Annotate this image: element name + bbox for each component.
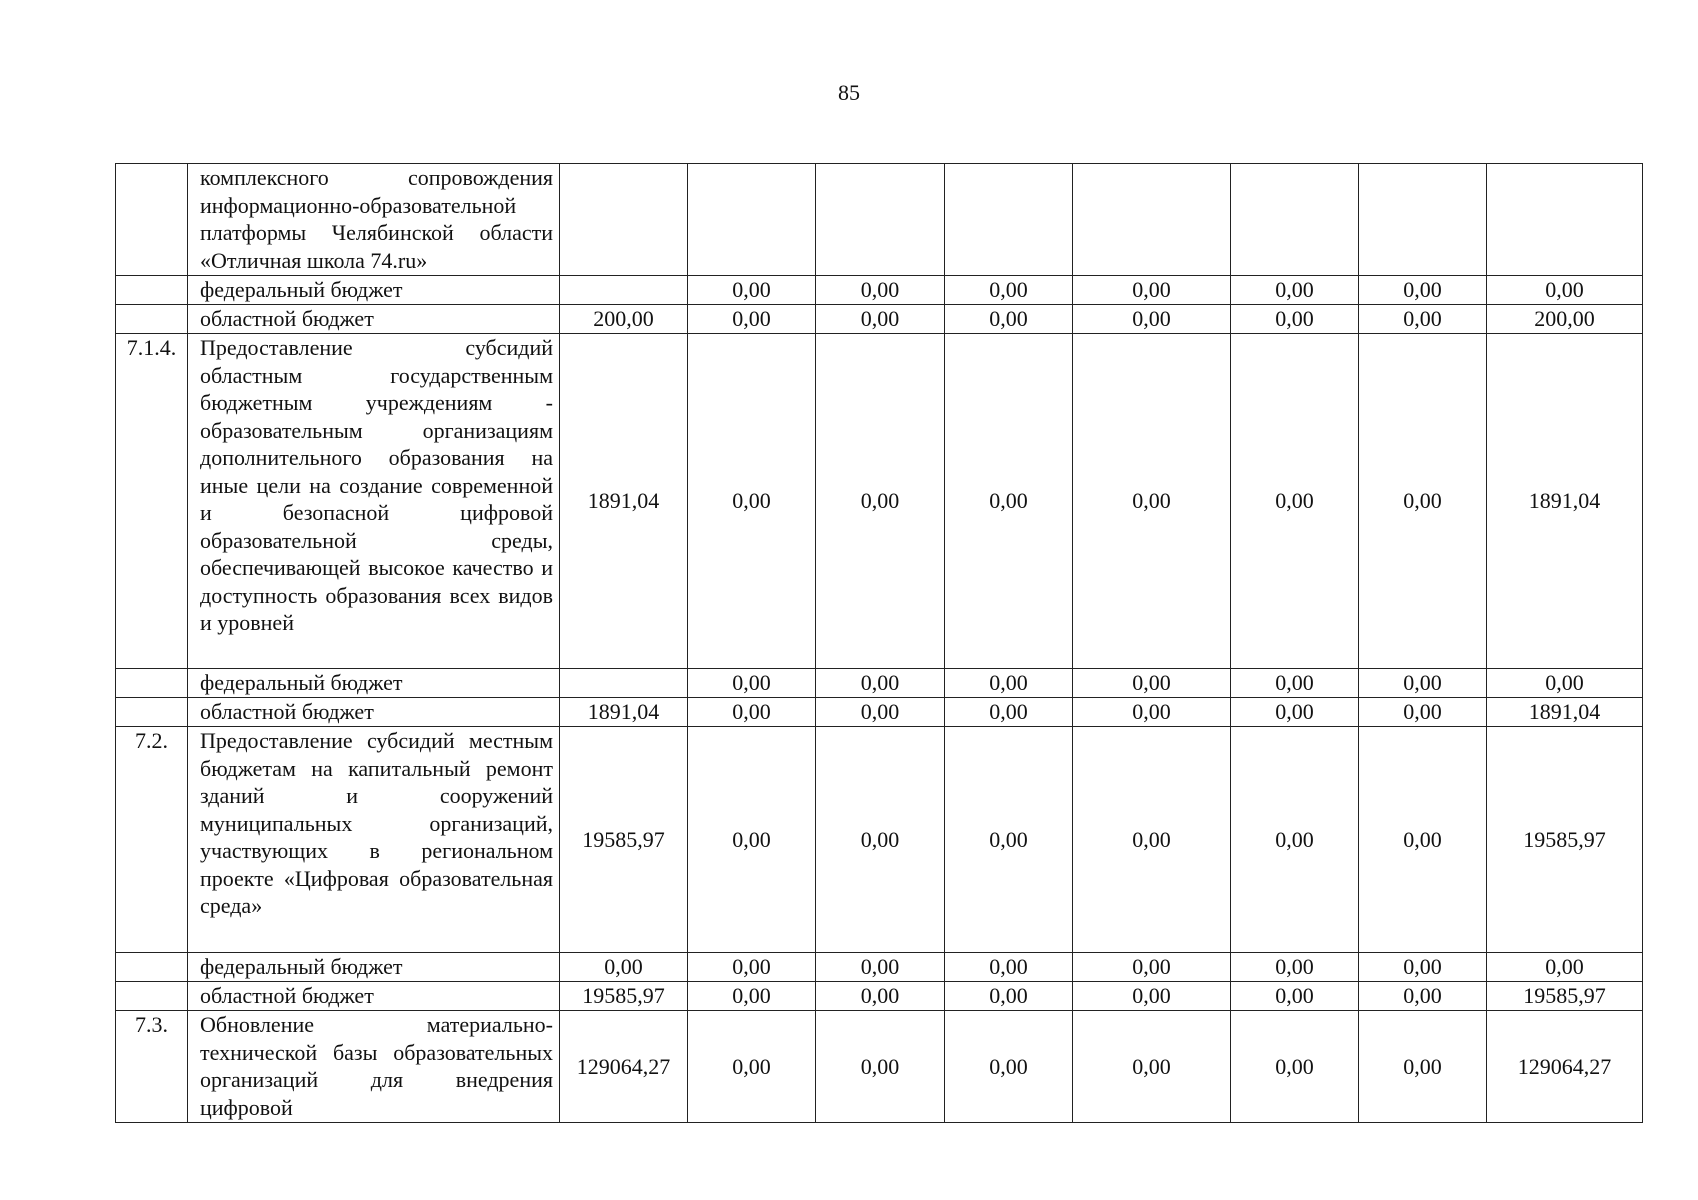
value-cell: 0,00 [816, 698, 945, 727]
value-cell: 0,00 [1231, 1011, 1359, 1123]
value-cell: 0,00 [1073, 982, 1231, 1011]
value-cell: 0,00 [1359, 1011, 1487, 1123]
item-description: Обновление материально-технической базы образовательных организаций для внедрения цифровой [188, 1011, 560, 1123]
value-cell [560, 276, 688, 305]
value-cell: 0,00 [1231, 982, 1359, 1011]
budget-subrow [116, 669, 1643, 698]
budget-source-label: областной бюджет [188, 698, 560, 727]
table-row [116, 334, 1643, 669]
item-number [116, 953, 188, 982]
value-cell: 19585,97 [560, 727, 688, 953]
value-cell: 0,00 [945, 334, 1073, 669]
budget-source-label: федеральный бюджет [188, 953, 560, 982]
value-cell: 0,00 [1359, 982, 1487, 1011]
value-cell: 0,00 [816, 953, 945, 982]
item-description: Предоставление субсидий областным государственным бюджетным учреждениям - образовательным организациям дополнительного образования на иные цели на создание современной и безопасной цифровой образовательной среды, обеспечивающей высокое качество и доступность образования всех видов и уровней [188, 334, 560, 669]
value-cell: 0,00 [1231, 334, 1359, 669]
total-value-cell: 1891,04 [1487, 698, 1643, 727]
value-cell: 0,00 [688, 698, 816, 727]
value-cell: 1891,04 [560, 334, 688, 669]
budget-subrow [116, 698, 1643, 727]
value-cell: 0,00 [688, 305, 816, 334]
value-cell: 0,00 [1359, 305, 1487, 334]
budget-subrow [116, 953, 1643, 982]
value-cell: 0,00 [945, 669, 1073, 698]
budget-source-label: федеральный бюджет [188, 276, 560, 305]
value-cell [1231, 164, 1359, 276]
value-cell: 0,00 [945, 305, 1073, 334]
value-cell: 0,00 [1231, 727, 1359, 953]
total-value-cell: 19585,97 [1487, 982, 1643, 1011]
value-cell: 0,00 [816, 727, 945, 953]
value-cell: 0,00 [945, 727, 1073, 953]
total-value-cell: 19585,97 [1487, 727, 1643, 953]
value-cell: 0,00 [1359, 698, 1487, 727]
value-cell: 200,00 [560, 305, 688, 334]
value-cell: 0,00 [688, 1011, 816, 1123]
value-cell: 0,00 [1231, 276, 1359, 305]
value-cell: 0,00 [688, 276, 816, 305]
value-cell: 0,00 [1359, 727, 1487, 953]
value-cell [945, 164, 1073, 276]
value-cell: 0,00 [1073, 698, 1231, 727]
value-cell: 0,00 [688, 334, 816, 669]
value-cell: 19585,97 [560, 982, 688, 1011]
value-cell: 0,00 [945, 1011, 1073, 1123]
table-body [116, 164, 1643, 1123]
budget-source-label: федеральный бюджет [188, 669, 560, 698]
item-number [116, 305, 188, 334]
value-cell: 0,00 [1231, 669, 1359, 698]
value-cell [560, 164, 688, 276]
value-cell: 0,00 [816, 1011, 945, 1123]
table-row [116, 1011, 1643, 1123]
budget-subrow [116, 305, 1643, 334]
value-cell: 0,00 [945, 953, 1073, 982]
total-value-cell: 0,00 [1487, 669, 1643, 698]
value-cell: 0,00 [688, 982, 816, 1011]
value-cell [816, 164, 945, 276]
budget-subrow [116, 276, 1643, 305]
value-cell: 0,00 [1073, 276, 1231, 305]
value-cell: 1891,04 [560, 698, 688, 727]
value-cell: 0,00 [945, 982, 1073, 1011]
value-cell: 0,00 [560, 953, 688, 982]
value-cell: 0,00 [688, 953, 816, 982]
budget-source-label: областной бюджет [188, 305, 560, 334]
total-value-cell: 0,00 [1487, 953, 1643, 982]
value-cell [1359, 164, 1487, 276]
table-row [116, 164, 1643, 276]
value-cell: 0,00 [816, 982, 945, 1011]
item-number [116, 698, 188, 727]
item-number: 7.1.4. [116, 334, 188, 669]
item-number [116, 669, 188, 698]
budget-table [115, 163, 1643, 1123]
value-cell: 0,00 [816, 276, 945, 305]
value-cell: 0,00 [1073, 334, 1231, 669]
value-cell: 0,00 [1231, 953, 1359, 982]
value-cell: 0,00 [1359, 669, 1487, 698]
value-cell: 0,00 [1073, 727, 1231, 953]
table-row [116, 727, 1643, 953]
item-description: комплексного сопровождения информационно-образовательной платформы Челябинской области «Отличная школа 74.ru» [188, 164, 560, 276]
value-cell: 0,00 [1073, 953, 1231, 982]
budget-source-label: областной бюджет [188, 982, 560, 1011]
value-cell [688, 164, 816, 276]
value-cell: 0,00 [1073, 669, 1231, 698]
value-cell: 0,00 [1073, 305, 1231, 334]
value-cell: 0,00 [1231, 698, 1359, 727]
item-number [116, 164, 188, 276]
item-number [116, 982, 188, 1011]
total-value-cell: 200,00 [1487, 305, 1643, 334]
total-value-cell [1487, 164, 1643, 276]
page-number: 85 [838, 80, 860, 105]
item-number: 7.3. [116, 1011, 188, 1123]
item-number: 7.2. [116, 727, 188, 953]
value-cell: 0,00 [688, 727, 816, 953]
value-cell: 0,00 [945, 276, 1073, 305]
value-cell [560, 669, 688, 698]
value-cell: 0,00 [688, 669, 816, 698]
value-cell: 0,00 [816, 305, 945, 334]
total-value-cell: 1891,04 [1487, 334, 1643, 669]
item-description: Предоставление субсидий местным бюджетам на капитальный ремонт зданий и сооружений муниципальных организаций, участвующих в региональном проекте «Цифровая образовательная среда» [188, 727, 560, 953]
value-cell: 0,00 [1231, 305, 1359, 334]
value-cell: 0,00 [816, 334, 945, 669]
value-cell: 0,00 [1073, 1011, 1231, 1123]
value-cell: 0,00 [1359, 276, 1487, 305]
value-cell: 0,00 [816, 669, 945, 698]
value-cell: 0,00 [1359, 334, 1487, 669]
total-value-cell: 0,00 [1487, 276, 1643, 305]
item-number [116, 276, 188, 305]
budget-subrow [116, 982, 1643, 1011]
value-cell [1073, 164, 1231, 276]
value-cell: 0,00 [945, 698, 1073, 727]
total-value-cell: 129064,27 [1487, 1011, 1643, 1123]
value-cell: 129064,27 [560, 1011, 688, 1123]
value-cell: 0,00 [1359, 953, 1487, 982]
